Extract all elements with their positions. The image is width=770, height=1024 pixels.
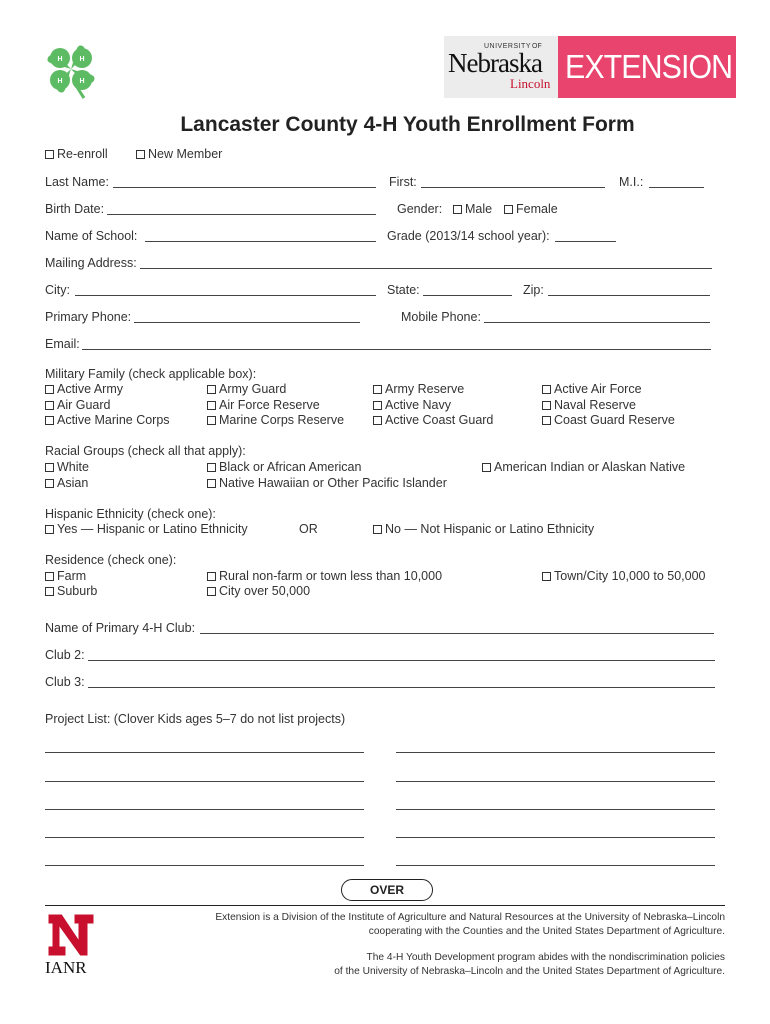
active-navy-checkbox[interactable] [373, 401, 382, 410]
gender-label: Gender: [397, 202, 443, 216]
american-indian-checkbox[interactable] [482, 463, 491, 472]
footer-line-3: The 4-H Youth Development program abides with the nondiscrimination policies [366, 952, 725, 963]
extension-wordmark: EXTENSION [565, 48, 733, 85]
project-field[interactable] [396, 809, 715, 810]
zip-field[interactable] [548, 295, 710, 296]
project-field[interactable] [396, 865, 715, 866]
project-field[interactable] [396, 781, 715, 782]
project-field[interactable] [45, 752, 364, 753]
coast-guard-reserve-checkbox[interactable] [542, 416, 551, 425]
farm-checkbox[interactable] [45, 572, 54, 581]
primary-club-field[interactable] [200, 633, 714, 634]
army-reserve-checkbox[interactable] [373, 385, 382, 394]
mi-field[interactable] [649, 187, 704, 188]
hispanic-heading: Hispanic Ethnicity (check one): [45, 507, 216, 521]
city-field[interactable] [75, 295, 376, 296]
mailing-address-label: Mailing Address: [45, 256, 137, 270]
army-guard-checkbox[interactable] [207, 385, 216, 394]
military-option[interactable]: Army Reserve [373, 382, 464, 396]
birth-date-label: Birth Date: [45, 202, 105, 216]
male-checkbox[interactable] [453, 205, 462, 214]
footer-line-2: cooperating with the Counties and the United States Department of Agriculture. [368, 926, 725, 937]
project-field[interactable] [45, 837, 364, 838]
footer-divider [45, 905, 725, 906]
active-coast-guard-checkbox[interactable] [373, 416, 382, 425]
mi-label: M.I.: [619, 175, 644, 189]
mobile-phone-field[interactable] [484, 322, 710, 323]
racial-option[interactable]: American Indian or Alaskan Native [482, 460, 685, 474]
school-field[interactable] [145, 241, 376, 242]
military-heading: Military Family (check applicable box): [45, 367, 257, 381]
nebraska-wordmark: Nebraska [448, 48, 542, 78]
military-option[interactable]: Active Navy [373, 398, 451, 412]
military-option[interactable]: Naval Reserve [542, 398, 636, 412]
white-checkbox[interactable] [45, 463, 54, 472]
mobile-phone-label: Mobile Phone: [401, 310, 481, 324]
military-option[interactable]: Active Coast Guard [373, 413, 493, 427]
grade-field[interactable] [555, 241, 616, 242]
hispanic-no-checkbox[interactable] [373, 525, 382, 534]
club3-field[interactable] [88, 687, 715, 688]
last-name-label: Last Name: [45, 175, 109, 189]
over-label: OVER [341, 879, 433, 901]
hispanic-no-option[interactable]: No — Not Hispanic or Latino Ethnicity [373, 522, 594, 536]
active-air-force-checkbox[interactable] [542, 385, 551, 394]
pacific-islander-checkbox[interactable] [207, 479, 216, 488]
suburb-checkbox[interactable] [45, 587, 54, 596]
racial-option[interactable]: Black or African American [207, 460, 361, 474]
club3-label: Club 3: [45, 675, 85, 689]
reenroll-option[interactable]: Re-enroll [45, 147, 108, 161]
state-field[interactable] [423, 295, 512, 296]
email-field[interactable] [82, 349, 711, 350]
reenroll-checkbox[interactable] [45, 150, 54, 159]
marine-corps-reserve-checkbox[interactable] [207, 416, 216, 425]
or-label: OR [299, 522, 318, 536]
ianr-label: IANR [45, 958, 87, 977]
naval-reserve-checkbox[interactable] [542, 401, 551, 410]
black-checkbox[interactable] [207, 463, 216, 472]
primary-phone-field[interactable] [134, 322, 360, 323]
svg-text:H: H [57, 56, 63, 63]
primary-phone-label: Primary Phone: [45, 310, 132, 324]
project-field[interactable] [45, 865, 364, 866]
racial-option[interactable]: Native Hawaiian or Other Pacific Islander [207, 476, 447, 490]
birth-date-field[interactable] [107, 214, 376, 215]
hispanic-yes-checkbox[interactable] [45, 525, 54, 534]
female-checkbox[interactable] [504, 205, 513, 214]
project-list-heading: Project List: (Clover Kids ages 5–7 do not list projects) [45, 712, 346, 726]
primary-club-label: Name of Primary 4-H Club: [45, 621, 196, 635]
air-guard-checkbox[interactable] [45, 401, 54, 410]
club2-label: Club 2: [45, 648, 85, 662]
residence-option[interactable]: Rural non-farm or town less than 10,000 [207, 569, 442, 583]
active-marine-corps-checkbox[interactable] [45, 416, 54, 425]
military-option[interactable]: Army Guard [207, 382, 286, 396]
military-option[interactable]: Coast Guard Reserve [542, 413, 675, 427]
air-force-reserve-checkbox[interactable] [207, 401, 216, 410]
male-option[interactable]: Male [453, 202, 492, 216]
residence-option[interactable]: City over 50,000 [207, 584, 310, 598]
active-army-checkbox[interactable] [45, 385, 54, 394]
4h-clover-logo [44, 42, 100, 100]
military-option[interactable]: Air Force Reserve [207, 398, 320, 412]
military-option[interactable]: Air Guard [45, 398, 111, 412]
school-label: Name of School: [45, 229, 138, 243]
svg-text:H: H [79, 56, 85, 63]
town-city-checkbox[interactable] [542, 572, 551, 581]
page-title: Lancaster County 4-H Youth Enrollment Form [180, 113, 635, 136]
state-label: State: [387, 283, 420, 297]
military-option[interactable]: Marine Corps Reserve [207, 413, 344, 427]
city-over-50000-checkbox[interactable] [207, 587, 216, 596]
project-field[interactable] [45, 809, 364, 810]
email-label: Email: [45, 337, 80, 351]
new-member-checkbox[interactable] [136, 150, 145, 159]
footer-line-1: Extension is a Division of the Institute of Agriculture and Natural Resources at the University of Nebraska–Lincoln [215, 912, 725, 923]
university-label: UNIVERSITY [484, 43, 532, 50]
residence-option[interactable]: Suburb [45, 584, 97, 598]
svg-text:H: H [57, 78, 63, 85]
residence-heading: Residence (check one): [45, 553, 177, 567]
grade-label: Grade (2013/14 school year): [387, 229, 550, 243]
military-option[interactable]: Active Army [45, 382, 123, 396]
lincoln-wordmark: Lincoln [510, 76, 551, 91]
mailing-address-field[interactable] [140, 268, 712, 269]
ianr-n-logo [46, 912, 96, 958]
project-field[interactable] [396, 837, 715, 838]
first-name-label: First: [389, 175, 417, 189]
rural-checkbox[interactable] [207, 572, 216, 581]
military-option[interactable]: Active Air Force [542, 382, 642, 396]
svg-text:H: H [79, 78, 85, 85]
racial-option[interactable]: Asian [45, 476, 88, 490]
military-option[interactable]: Active Marine Corps [45, 413, 170, 427]
residence-option[interactable]: Town/City 10,000 to 50,000 [542, 569, 706, 583]
footer-line-4: of the University of Nebraska–Lincoln and the United States Department of Agriculture. [334, 966, 725, 977]
asian-checkbox[interactable] [45, 479, 54, 488]
last-name-field[interactable] [113, 187, 376, 188]
hispanic-yes-option[interactable]: Yes — Hispanic or Latino Ethnicity [45, 522, 248, 536]
nebraska-extension-logo [444, 36, 736, 98]
racial-option[interactable]: White [45, 460, 89, 474]
of-label: OF [532, 43, 542, 50]
female-option[interactable]: Female [504, 202, 558, 216]
zip-label: Zip: [523, 283, 544, 297]
club2-field[interactable] [88, 660, 715, 661]
racial-heading: Racial Groups (check all that apply): [45, 444, 246, 458]
residence-option[interactable]: Farm [45, 569, 86, 583]
first-name-field[interactable] [421, 187, 605, 188]
project-field[interactable] [396, 752, 715, 753]
project-field[interactable] [45, 781, 364, 782]
city-label: City: [45, 283, 70, 297]
new-member-option[interactable]: New Member [136, 147, 222, 161]
